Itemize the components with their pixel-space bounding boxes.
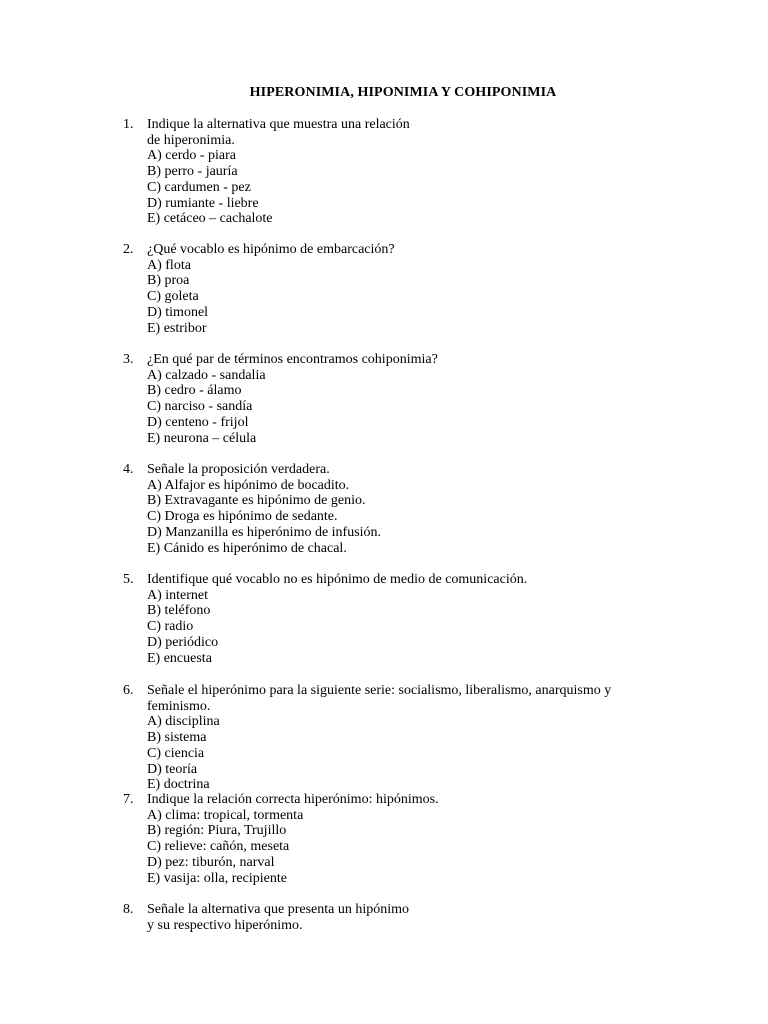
option-c: C) cardumen - pez [147,179,251,195]
question-4 [123,462,683,556]
question-text [147,683,683,714]
question-text-line: y su respectivo hiperónimo. [147,917,303,933]
question-7 [123,792,683,886]
options-list [123,148,683,227]
option-d: D) timonel [147,304,209,320]
question-text-line: feminismo. [147,698,211,714]
question-stem [123,902,683,933]
options-list [123,808,683,887]
options-list [123,588,683,667]
option-a: A) Alfajor es hipónimo de bocadito. [147,477,350,493]
question-number: 7. [123,792,134,807]
question-stem [123,792,683,808]
question-text [147,117,683,148]
question-text-line: Identifique qué vocablo no es hipónimo de medio de comunicación. [147,572,528,587]
question-5 [123,572,683,666]
question-stem [123,462,683,478]
question-number: 2. [123,242,134,257]
option-c: C) ciencia [147,745,205,761]
question-text-line: Indique la relación correcta hiperónimo: hipónimos. [147,792,439,807]
question-text [147,462,683,478]
question-2 [123,242,683,336]
question-number: 3. [123,352,134,367]
option-a: A) disciplina [147,714,220,730]
question-text-line: de hiperonimia. [147,132,235,148]
option-e: E) Cánido es hiperónimo de chacal. [147,540,347,556]
question-text [147,792,683,808]
option-e: E) vasija: olla, recipiente [147,870,287,886]
option-b: B) proa [147,273,190,289]
option-d: D) Manzanilla es hiperónimo de infusión. [147,524,382,540]
option-b: B) perro - jauría [147,164,238,180]
option-d: D) teoría [147,761,198,777]
options-list [123,714,683,793]
question-stem [123,572,683,588]
option-b: B) sistema [147,730,207,746]
option-c: C) radio [147,619,194,635]
question-stem [123,242,683,258]
option-c: C) Droga es hipónimo de sedante. [147,509,338,525]
option-e: E) encuesta [147,650,212,666]
option-a: A) clima: tropical, tormenta [147,807,304,823]
question-text [147,902,683,933]
option-d: D) periódico [147,634,219,650]
question-number: 4. [123,462,134,477]
question-text-line: Señale la proposición verdadera. [147,462,330,477]
option-a: A) calzado - sandalia [147,367,266,383]
option-e: E) neurona – célula [147,430,257,446]
option-c: C) narciso - sandía [147,399,253,415]
question-number: 1. [123,117,134,132]
option-b: B) Extravagante es hipónimo de genio. [147,493,366,509]
question-3 [123,352,683,446]
question-text-line: ¿En qué par de términos encontramos cohiponimia? [147,352,438,367]
question-text [147,572,683,588]
question-stem [123,117,683,148]
question-text-line: Indique la alternativa que muestra una relación [147,117,410,132]
option-a: A) cerdo - piara [147,148,237,164]
option-b: B) región: Piura, Trujillo [147,823,287,839]
option-a: A) internet [147,587,209,603]
option-d: D) centeno - frijol [147,414,249,430]
question-text-line: Señale el hiperónimo para la siguiente serie: socialismo, liberalismo, anarquismo y [147,683,612,698]
option-a: A) flota [147,257,191,273]
question-text [147,242,683,258]
document-title: HIPERONIMIA, HIPONIMIA Y COHIPONIMIA [249,85,557,100]
option-b: B) cedro - álamo [147,383,242,399]
options-list [123,478,683,557]
question-stem [123,683,683,714]
option-d: D) pez: tiburón, narval [147,854,275,870]
option-e: E) estribor [147,320,207,336]
question-text-line: Señale la alternativa que presenta un hipónimo [147,902,410,917]
question-number: 8. [123,902,134,917]
option-d: D) rumiante - liebre [147,195,259,211]
option-e: E) doctrina [147,777,210,793]
question-stem [123,352,683,368]
question-8 [123,902,683,933]
option-b: B) teléfono [147,603,211,619]
option-c: C) goleta [147,289,199,305]
question-6 [123,683,683,793]
options-list [123,258,683,337]
question-text-line: ¿Qué vocablo es hipónimo de embarcación? [147,242,395,257]
question-1 [123,117,683,227]
question-number: 6. [123,683,134,698]
options-list [123,368,683,447]
question-text [147,352,683,368]
option-c: C) relieve: cañón, meseta [147,839,290,855]
option-e: E) cetáceo – cachalote [147,211,273,227]
question-number: 5. [123,572,134,587]
